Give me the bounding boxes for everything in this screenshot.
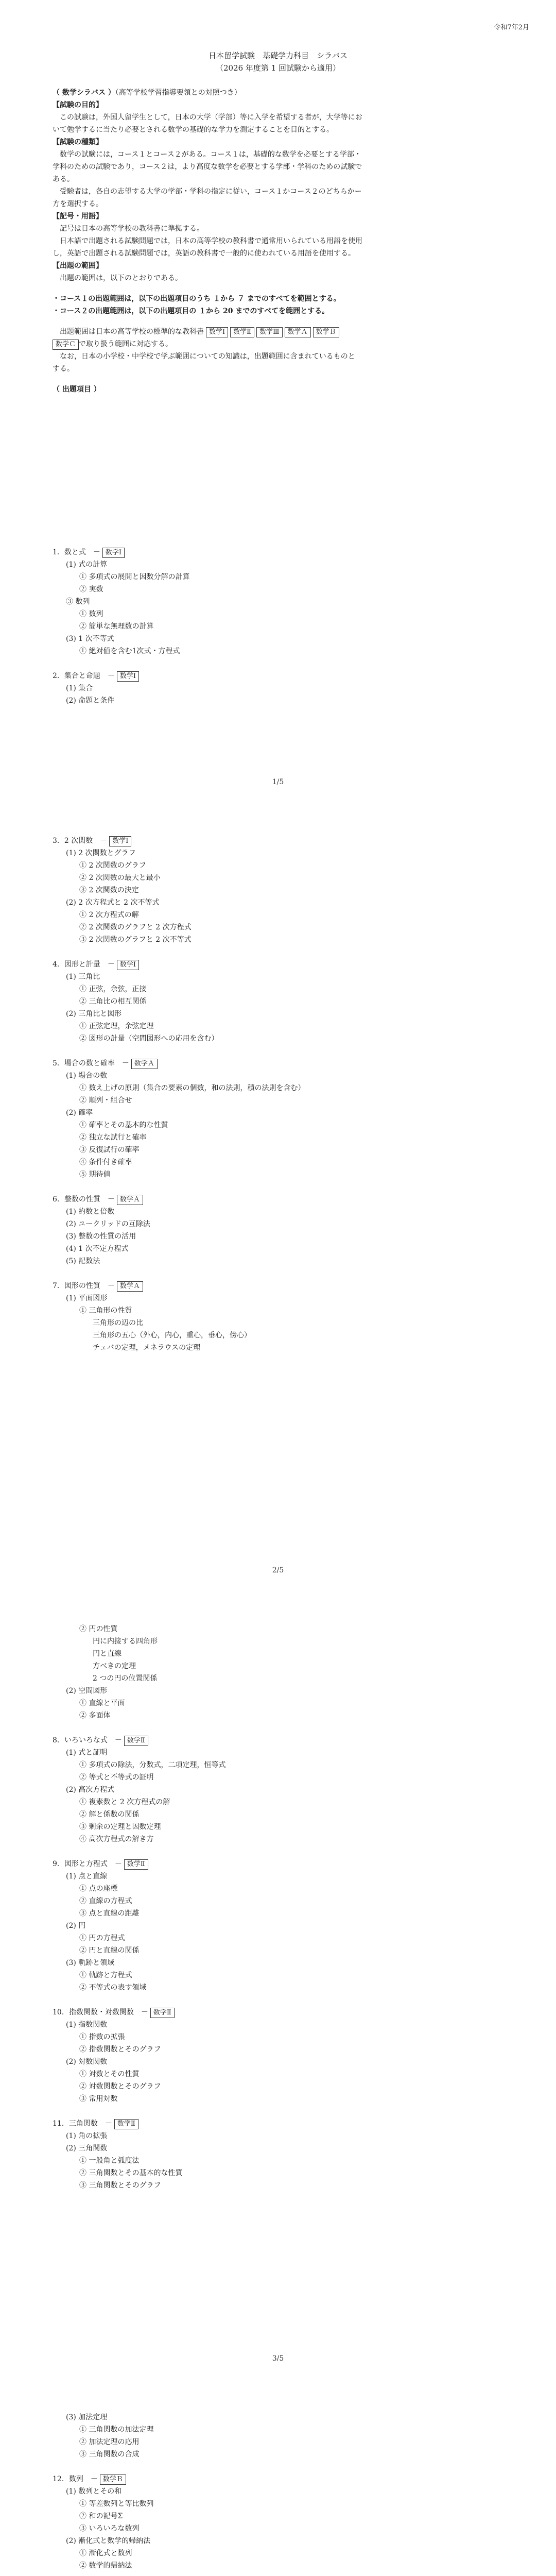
subject-tag: 数学Ａ bbox=[117, 1281, 143, 1292]
textbook-match-text2: で取り扱う範囲に対応する。 bbox=[79, 340, 173, 348]
item-text: ① 点の座標 bbox=[79, 1885, 118, 1893]
item-text: ② 多面体 bbox=[79, 1711, 111, 1720]
document-subtitle: （2026 年度第 1 回試験から適用） bbox=[215, 63, 341, 73]
item-text: ② 数学的帰納法 bbox=[79, 2562, 132, 2570]
item-text: ② 2 次関数のグラフと 2 次方程式 bbox=[79, 923, 192, 931]
item-line bbox=[53, 1304, 506, 1317]
item-line bbox=[53, 1709, 506, 1722]
item-text: (2) 確率 bbox=[66, 1109, 93, 1117]
item-line bbox=[53, 2068, 506, 2080]
intro-section bbox=[53, 87, 506, 396]
item-text: ① 複素数と 2 次方程式の解 bbox=[79, 1798, 170, 1806]
item-text: 3．2 次関数 － bbox=[53, 837, 108, 845]
item-spacer bbox=[53, 657, 506, 670]
item-text: ① 三角関数の加法定理 bbox=[79, 2426, 154, 2434]
item-line bbox=[53, 2448, 506, 2461]
item-line bbox=[53, 1082, 506, 1094]
item-line bbox=[53, 2411, 506, 2424]
item-heading bbox=[53, 1734, 506, 1747]
item-line bbox=[53, 2167, 506, 2179]
item-line bbox=[53, 645, 506, 657]
item-text: 方べきの定理 bbox=[93, 1662, 136, 1670]
item-line bbox=[53, 1206, 506, 1218]
item-text: (2) 三角関数 bbox=[66, 2144, 108, 2153]
item-text: ③ 三角関数とそのグラフ bbox=[79, 2181, 161, 2190]
item-text: ② 簡単な無理数の計算 bbox=[79, 622, 154, 631]
item-line bbox=[53, 1342, 506, 1354]
item-text: ② 円の性質 bbox=[79, 1625, 118, 1633]
item-text: (3) 整数の性質の活用 bbox=[66, 1232, 136, 1241]
item-text: 8．いろいろな式 － bbox=[53, 1736, 122, 1744]
item-line bbox=[53, 1329, 506, 1342]
item-text: (1) 場合の数 bbox=[66, 1072, 108, 1080]
item-text: ① 数え上げの原則（集合の要素の個数，和の法則，積の法則を含む） bbox=[79, 1084, 305, 1092]
item-text: (3) 1 次不等式 bbox=[66, 635, 114, 643]
item-heading bbox=[53, 2006, 506, 2019]
item-line bbox=[53, 872, 506, 884]
item-text: ④ 高次方程式の解き方 bbox=[79, 1835, 154, 1843]
page-number-1: 1/5 bbox=[272, 778, 284, 786]
item-line bbox=[53, 1796, 506, 1808]
item-text: 4．図形と計量 － bbox=[53, 960, 115, 969]
item-line bbox=[53, 2436, 506, 2448]
item-line bbox=[53, 2510, 506, 2522]
intro-line: 方を選択する。 bbox=[53, 200, 103, 208]
item-text: ① 指数の拡張 bbox=[79, 2033, 125, 2041]
item-text: ① 対数とその性質 bbox=[79, 2070, 140, 2078]
item-text: ② 解と係数の関係 bbox=[79, 1810, 140, 1819]
item-text: ③ 反復試行の確率 bbox=[79, 1146, 140, 1154]
item-heading bbox=[53, 835, 506, 847]
item-text: (1) 角の拡張 bbox=[66, 2132, 108, 2140]
page2-items bbox=[53, 835, 506, 1354]
item-line bbox=[53, 2155, 506, 2167]
textbook-match-line bbox=[53, 326, 506, 338]
item-text: (3) 加法定理 bbox=[66, 2413, 108, 2421]
item-text: 2 つの円の位置関係 bbox=[93, 1674, 158, 1683]
item-line bbox=[53, 1932, 506, 1944]
intro-line: いて勉学するに当たり必要とされる数学の基礎的な学力を測定することを目的とする。 bbox=[53, 126, 334, 134]
course2-scope: ・コース２の出題範囲は，以下の出題項目の １から 20 までのすべてを範囲とする。 bbox=[53, 307, 329, 315]
document-title: 日本留学試験 基礎学力科目 シラバス bbox=[208, 51, 348, 60]
item-text: ① 2 次関数のグラフ bbox=[79, 861, 146, 870]
item-line bbox=[53, 2043, 506, 2056]
subject-tag: 数学Ⅰ bbox=[102, 548, 125, 558]
item-text: ② 図形の計量（空間図形への応用を含む） bbox=[79, 1035, 219, 1043]
item-text: (5) 記数法 bbox=[66, 1257, 100, 1265]
item-text: ③ 2 次関数のグラフと 2 次不等式 bbox=[79, 936, 192, 944]
item-text: ③ 剰余の定理と因数定理 bbox=[79, 1823, 161, 1831]
item-spacer bbox=[53, 2572, 506, 2576]
item-text: ③ 常用対数 bbox=[79, 2095, 118, 2103]
item-line bbox=[53, 1094, 506, 1107]
item-text: (1) 2 次関数とグラフ bbox=[66, 849, 136, 857]
item-line bbox=[53, 1833, 506, 1845]
item-line bbox=[53, 1747, 506, 1759]
item-text: 11．三角関数 － bbox=[53, 2120, 112, 2128]
intro-line: 日本語で出題される試験問題では，日本の高等学校の教科書で通常用いられている用語を使用 bbox=[53, 237, 362, 245]
item-line bbox=[53, 1944, 506, 1957]
item-text: ① 正弦，余弦，正接 bbox=[79, 985, 147, 993]
item-line bbox=[53, 1759, 506, 1771]
document-date: 令和7年2月 bbox=[494, 24, 529, 31]
item-heading bbox=[53, 1057, 506, 1070]
item-text: ① 直線と平面 bbox=[79, 1699, 125, 1707]
textbook-match-text: 出題範囲は日本の高等学校の標準的な教科書 bbox=[53, 328, 204, 336]
item-text: ① 多項式の展開と因数分解の計算 bbox=[79, 573, 190, 581]
item-line bbox=[53, 596, 506, 608]
item-line bbox=[53, 995, 506, 1008]
item-line bbox=[53, 571, 506, 583]
item-heading bbox=[53, 1193, 506, 1206]
item-text: (1) 式と証明 bbox=[66, 1749, 108, 1757]
item-text: ① 円の方程式 bbox=[79, 1934, 125, 1942]
section-label: 【試験の目的】 bbox=[53, 101, 103, 109]
item-heading bbox=[53, 670, 506, 682]
item-line bbox=[53, 859, 506, 872]
item-text: ② 円と直線の関係 bbox=[79, 1946, 140, 1955]
item-heading bbox=[53, 958, 506, 971]
item-text: 三角形の五心（外心，内心，重心，垂心，傍心） bbox=[93, 1331, 251, 1340]
item-line bbox=[53, 971, 506, 983]
item-text: ④ 条件付き確率 bbox=[79, 1158, 132, 1166]
item-text: ② 対数関数とそのグラフ bbox=[79, 2082, 161, 2091]
item-text: (2) ユークリッドの互除法 bbox=[66, 1220, 150, 1228]
item-line bbox=[53, 1821, 506, 1833]
page4-items bbox=[53, 2411, 506, 2576]
intro-line: ある。 bbox=[53, 175, 74, 183]
item-line bbox=[53, 1020, 506, 1032]
item-spacer bbox=[53, 946, 506, 958]
item-line bbox=[53, 682, 506, 694]
item-line bbox=[53, 1808, 506, 1821]
item-line bbox=[53, 1697, 506, 1709]
item-line bbox=[53, 1920, 506, 1932]
item-line bbox=[53, 896, 506, 909]
item-heading bbox=[53, 2473, 506, 2485]
item-text: (1) 点と直線 bbox=[66, 1872, 108, 1880]
item-line bbox=[53, 2424, 506, 2436]
textbook-note-line2: する。 bbox=[53, 365, 74, 373]
intro-line: 記号は日本の高等学校の教科書に準拠する。 bbox=[53, 225, 204, 233]
item-text: ③ 三角関数の合成 bbox=[79, 2450, 140, 2459]
item-spacer bbox=[53, 1722, 506, 1734]
item-line bbox=[53, 934, 506, 946]
item-text: (2) 円 bbox=[66, 1922, 86, 1930]
intro-line: 受験者は，各自の志望する大学の学部・学科の指定に従い，コース１かコース２のどちらかー bbox=[53, 188, 362, 196]
item-line bbox=[53, 1119, 506, 1131]
item-line bbox=[53, 1635, 506, 1648]
item-line bbox=[53, 1907, 506, 1920]
item-line bbox=[53, 1895, 506, 1907]
subject-tag: 数学Ａ bbox=[131, 1059, 158, 1069]
intro-lines bbox=[53, 99, 506, 284]
item-line bbox=[53, 583, 506, 596]
item-line bbox=[53, 2142, 506, 2155]
item-text: 円に内接する四角形 bbox=[93, 1637, 158, 1646]
item-line bbox=[53, 1957, 506, 1969]
item-text: (1) 式の計算 bbox=[66, 561, 108, 569]
textbook-note-line1: なお，日本の小学校・中学校で学ぶ範囲についての知識は，出題範囲に含まれているものと bbox=[53, 352, 355, 361]
item-text: ① 2 次方程式の解 bbox=[79, 911, 139, 919]
item-text: (2) 2 次方程式と 2 次不等式 bbox=[66, 899, 160, 907]
item-text: (1) 数列とその和 bbox=[66, 2487, 122, 2496]
item-heading bbox=[53, 546, 506, 558]
item-spacer bbox=[53, 1045, 506, 1057]
item-heading bbox=[53, 2117, 506, 2130]
item-text: 1．数と式 － bbox=[53, 548, 100, 556]
item-text: ① 三角形の性質 bbox=[79, 1307, 132, 1315]
page3-items bbox=[53, 1623, 506, 2192]
intro-heading-note: （高等学校学習指導要領との対照つき） bbox=[115, 89, 241, 97]
item-line bbox=[53, 2498, 506, 2510]
tag-box: 数学Ａ bbox=[285, 327, 311, 337]
item-heading bbox=[53, 1858, 506, 1870]
subject-tag: 数学Ⅱ bbox=[150, 2008, 175, 2018]
item-line bbox=[53, 1070, 506, 1082]
item-text: (2) 三角比と図形 bbox=[66, 1010, 122, 1018]
item-line bbox=[53, 1623, 506, 1635]
item-text: (1) 指数関数 bbox=[66, 2021, 108, 2029]
item-line bbox=[53, 1008, 506, 1020]
item-heading bbox=[53, 1280, 506, 1292]
item-text: 6．整数の性質 － bbox=[53, 1195, 115, 1204]
item-line bbox=[53, 1660, 506, 1672]
subject-tag: 数学Ⅰ bbox=[117, 960, 139, 970]
item-text: 円と直線 bbox=[93, 1650, 121, 1658]
item-text: ③ 数列 bbox=[66, 598, 90, 606]
item-spacer bbox=[53, 2461, 506, 2473]
item-text: 12．数列 － bbox=[53, 2475, 98, 2483]
course1-scope: ・コース１の出題範囲は，以下の出題項目のうち １から ７ までのすべてを範囲とする。 bbox=[53, 295, 341, 303]
item-line bbox=[53, 633, 506, 645]
item-line bbox=[53, 1218, 506, 1230]
item-line bbox=[53, 921, 506, 934]
item-line bbox=[53, 2522, 506, 2535]
item-line bbox=[53, 2056, 506, 2068]
item-text: (4) 1 次不定方程式 bbox=[66, 1245, 129, 1253]
item-text: ① 確率とその基本的な性質 bbox=[79, 1121, 168, 1129]
item-text: ② 和の記号Σ bbox=[79, 2512, 123, 2520]
item-line bbox=[53, 1107, 506, 1119]
item-line bbox=[53, 1969, 506, 1981]
page-number-3: 3/5 bbox=[272, 2354, 284, 2363]
item-text: ② 三角関数とその基本的な性質 bbox=[79, 2169, 183, 2177]
item-text: 10．指数関数・対数関数 － bbox=[53, 2008, 148, 2016]
section-label: 【出題の範囲】 bbox=[53, 262, 103, 270]
item-text: (2) 高次方程式 bbox=[66, 1786, 115, 1794]
item-line bbox=[53, 620, 506, 633]
item-line bbox=[53, 1883, 506, 1895]
item-text: ① 正弦定理，余弦定理 bbox=[79, 1022, 154, 1030]
item-line bbox=[53, 558, 506, 571]
section-label: 【試験の種類】 bbox=[53, 138, 103, 146]
item-text: ② 三角比の相互関係 bbox=[79, 997, 147, 1006]
item-text: ① 数列 bbox=[79, 610, 103, 618]
item-line bbox=[53, 1685, 506, 1697]
item-text: ① 漸化式と数列 bbox=[79, 2549, 132, 2557]
item-text: ② 加法定理の応用 bbox=[79, 2438, 140, 2446]
item-line bbox=[53, 1131, 506, 1144]
item-line bbox=[53, 2031, 506, 2043]
item-spacer bbox=[53, 1994, 506, 2006]
item-line bbox=[53, 1870, 506, 1883]
item-line bbox=[53, 2535, 506, 2547]
subject-tag: 数学Ｂ bbox=[100, 2475, 126, 2485]
item-text: 9．図形と方程式 － bbox=[53, 1860, 122, 1868]
subject-tag: 数学Ⅰ bbox=[109, 836, 131, 846]
item-line bbox=[53, 1292, 506, 1304]
item-line bbox=[53, 1771, 506, 1784]
item-text: ③ 2 次関数の決定 bbox=[79, 886, 139, 894]
item-line bbox=[53, 694, 506, 707]
item-text: (2) 空間図形 bbox=[66, 1687, 108, 1695]
item-line bbox=[53, 983, 506, 995]
item-text: (1) 約数と倍数 bbox=[66, 1208, 115, 1216]
item-text: 三角形の辺の比 bbox=[93, 1319, 143, 1327]
subject-tag: 数学Ⅱ bbox=[114, 2119, 138, 2129]
textbook-tags bbox=[204, 328, 339, 336]
item-text: チェバの定理，メネラウスの定理 bbox=[93, 1344, 201, 1352]
item-text: ① 等差数列と等比数列 bbox=[79, 2500, 154, 2508]
item-line bbox=[53, 2130, 506, 2142]
intro-line: 出題の範囲は，以下のとおりである。 bbox=[53, 274, 182, 282]
item-line bbox=[53, 1981, 506, 1994]
item-text: 7．図形の性質 － bbox=[53, 1282, 115, 1290]
item-text: ① 絶対値を含む1次式・方程式 bbox=[79, 647, 180, 655]
item-text: (1) 三角比 bbox=[66, 973, 100, 981]
intro-heading: （ 数学シラバス ） bbox=[53, 89, 115, 97]
item-line bbox=[53, 2547, 506, 2560]
section-label: 【記号・用語】 bbox=[53, 212, 103, 221]
item-text: (2) 対数関数 bbox=[66, 2058, 108, 2066]
item-line bbox=[53, 1648, 506, 1660]
page1-items bbox=[53, 546, 506, 707]
item-text: ② 指数関数とそのグラフ bbox=[79, 2045, 161, 2054]
item-line bbox=[53, 1672, 506, 1685]
tag-box: 数学Ⅲ bbox=[256, 327, 283, 337]
intro-line: この試験は，外国人留学生として，日本の大学（学部）等に入学を希望する者が，大学等にお bbox=[53, 113, 362, 122]
item-text: (3) 軌跡と領域 bbox=[66, 1959, 115, 1967]
textbook-match-line2 bbox=[53, 338, 506, 350]
tag-box: 数学Ｃ bbox=[53, 340, 79, 350]
item-line bbox=[53, 2019, 506, 2031]
item-text: ③ 点と直線の距離 bbox=[79, 1909, 140, 1918]
item-line bbox=[53, 2080, 506, 2093]
item-spacer bbox=[53, 2105, 506, 2117]
subject-tag: 数学Ⅰ bbox=[117, 671, 139, 682]
item-line bbox=[53, 1230, 506, 1243]
intro-line: 学科のための試験であり，コース２は，より高度な数学を必要とする学部・学科のための試験で bbox=[53, 163, 362, 171]
item-text: ① 多項式の除法，分数式，二項定理，恒等式 bbox=[79, 1761, 226, 1769]
item-line bbox=[53, 1156, 506, 1168]
item-text: ③ いろいろな数列 bbox=[79, 2524, 140, 2533]
intro-line: し，英語で出題される試験問題では，英語の教科書で一般的に使われている用語を使用する。 bbox=[53, 249, 355, 258]
item-line bbox=[53, 1168, 506, 1181]
item-line bbox=[53, 909, 506, 921]
subject-tag: 数学Ⅱ bbox=[124, 1859, 148, 1870]
item-text: ② 2 次関数の最大と最小 bbox=[79, 874, 161, 882]
item-line bbox=[53, 2093, 506, 2105]
page-number-2: 2/5 bbox=[272, 1566, 284, 1574]
item-text: ② 等式と不等式の証明 bbox=[79, 1773, 154, 1782]
item-spacer bbox=[53, 1845, 506, 1858]
subject-tag: 数学Ａ bbox=[117, 1195, 143, 1205]
item-line bbox=[53, 1243, 506, 1255]
item-line bbox=[53, 608, 506, 620]
item-text: ② 独立な試行と確率 bbox=[79, 1133, 147, 1142]
tag-box: 数学Ⅱ bbox=[230, 327, 254, 337]
items-heading: （ 出題項目 ） bbox=[53, 385, 101, 394]
item-spacer bbox=[53, 1181, 506, 1193]
tag-box: 数学Ⅰ bbox=[206, 327, 228, 337]
item-line bbox=[53, 1317, 506, 1329]
item-text: ② 順列・組合せ bbox=[79, 1096, 132, 1105]
item-line bbox=[53, 1255, 506, 1267]
item-line bbox=[53, 884, 506, 896]
item-line bbox=[53, 1784, 506, 1796]
tag-box: 数学Ｂ bbox=[313, 327, 339, 337]
item-spacer bbox=[53, 1267, 506, 1280]
intro-line: 数学の試験には，コース１とコース２がある。コース１は，基礎的な数学を必要とする学部・ bbox=[53, 150, 361, 159]
item-text: 2．集合と命題 － bbox=[53, 672, 115, 680]
item-text: (2) 漸化式と数学的帰納法 bbox=[66, 2537, 151, 2545]
item-line bbox=[53, 2485, 506, 2498]
subject-tag: 数学Ⅱ bbox=[124, 1736, 148, 1746]
item-text: (1) 集合 bbox=[66, 684, 93, 692]
item-text: ① 軌跡と方程式 bbox=[79, 1971, 132, 1979]
item-text: ① 一般角と弧度法 bbox=[79, 2157, 140, 2165]
item-text: ② 直線の方程式 bbox=[79, 1897, 132, 1905]
item-line bbox=[53, 1032, 506, 1045]
item-text: ⑤ 期待値 bbox=[79, 1171, 111, 1179]
item-text: ② 不等式の表す領域 bbox=[79, 1984, 147, 1992]
item-line bbox=[53, 2179, 506, 2192]
item-line bbox=[53, 847, 506, 859]
item-line bbox=[53, 1144, 506, 1156]
item-text: ② 実数 bbox=[79, 585, 103, 594]
item-line bbox=[53, 2560, 506, 2572]
item-text: (2) 命題と条件 bbox=[66, 697, 115, 705]
item-text: 5．場合の数と確率 － bbox=[53, 1059, 129, 1067]
item-text: (1) 平面図形 bbox=[66, 1294, 108, 1302]
